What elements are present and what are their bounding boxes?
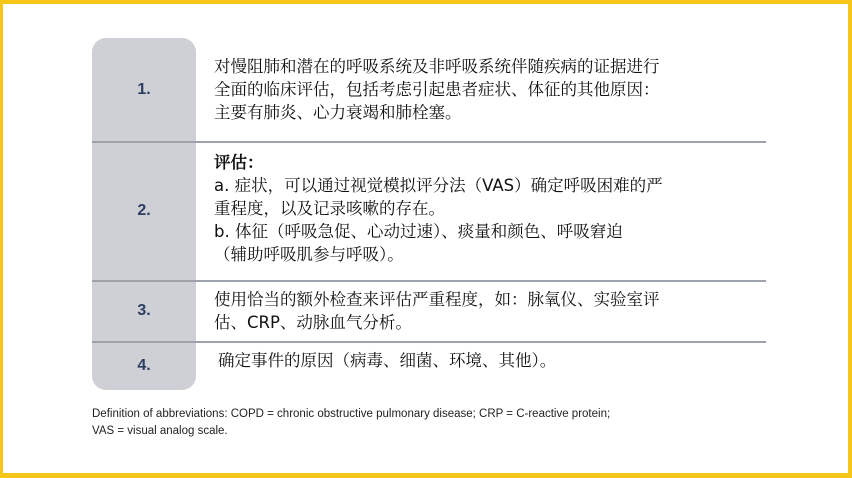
row-text-line: a. 症状，可以通过视觉模拟评分法（VAS）确定呼吸困难的严 <box>214 176 663 195</box>
row-text <box>214 288 762 334</box>
row-number: 1. <box>137 81 151 98</box>
right-accent-bar <box>848 0 852 478</box>
footnote-line: VAS = visual analog scale. <box>92 425 228 437</box>
row-text <box>218 349 766 372</box>
row-number: 3. <box>137 302 151 319</box>
row-text <box>214 55 762 124</box>
row-text-line: 使用恰当的额外检查来评估严重程度，如：脉氧仪、实验室评 <box>214 290 660 309</box>
row-text-line: 确定事件的原因（病毒、细菌、环境、其他）。 <box>218 351 557 370</box>
top-accent-bar <box>0 0 852 4</box>
table-row-2 <box>92 142 766 280</box>
row-text-line: b. 体征（呼吸急促、心动过速）、痰量和颜色、呼吸窘迫 <box>214 222 623 241</box>
row-text-line: 对慢阻肺和潜在的呼吸系统及非呼吸系统伴随疾病的证据进行 <box>214 57 660 76</box>
left-accent-bar <box>0 0 3 478</box>
footnote-line: Definition of abbreviations: COPD = chronic obstructive pulmonary disease; CRP = C-reactive protein; <box>92 408 611 420</box>
row-heading: 评估： <box>214 153 264 172</box>
table-row-4 <box>92 342 766 390</box>
row-text-line: （辅助呼吸肌参与呼吸）。 <box>214 245 404 264</box>
row-text-line: 重程度，以及记录咳嗽的存在。 <box>214 199 445 218</box>
row-text-line: 估、CRP、动脉血气分析。 <box>214 313 412 332</box>
row-number: 2. <box>137 202 151 219</box>
footnote <box>92 406 792 440</box>
table-row-3 <box>92 281 766 341</box>
row-number: 4. <box>137 357 151 374</box>
bottom-accent-bar <box>0 473 852 478</box>
table-row-1 <box>92 38 766 142</box>
row-text-line: 主要有肺炎、心力衰竭和肺栓塞。 <box>214 103 462 122</box>
row-text-line: 全面的临床评估，包括考虑引起患者症状、体征的其他原因： <box>214 80 660 99</box>
row-text <box>214 151 762 266</box>
